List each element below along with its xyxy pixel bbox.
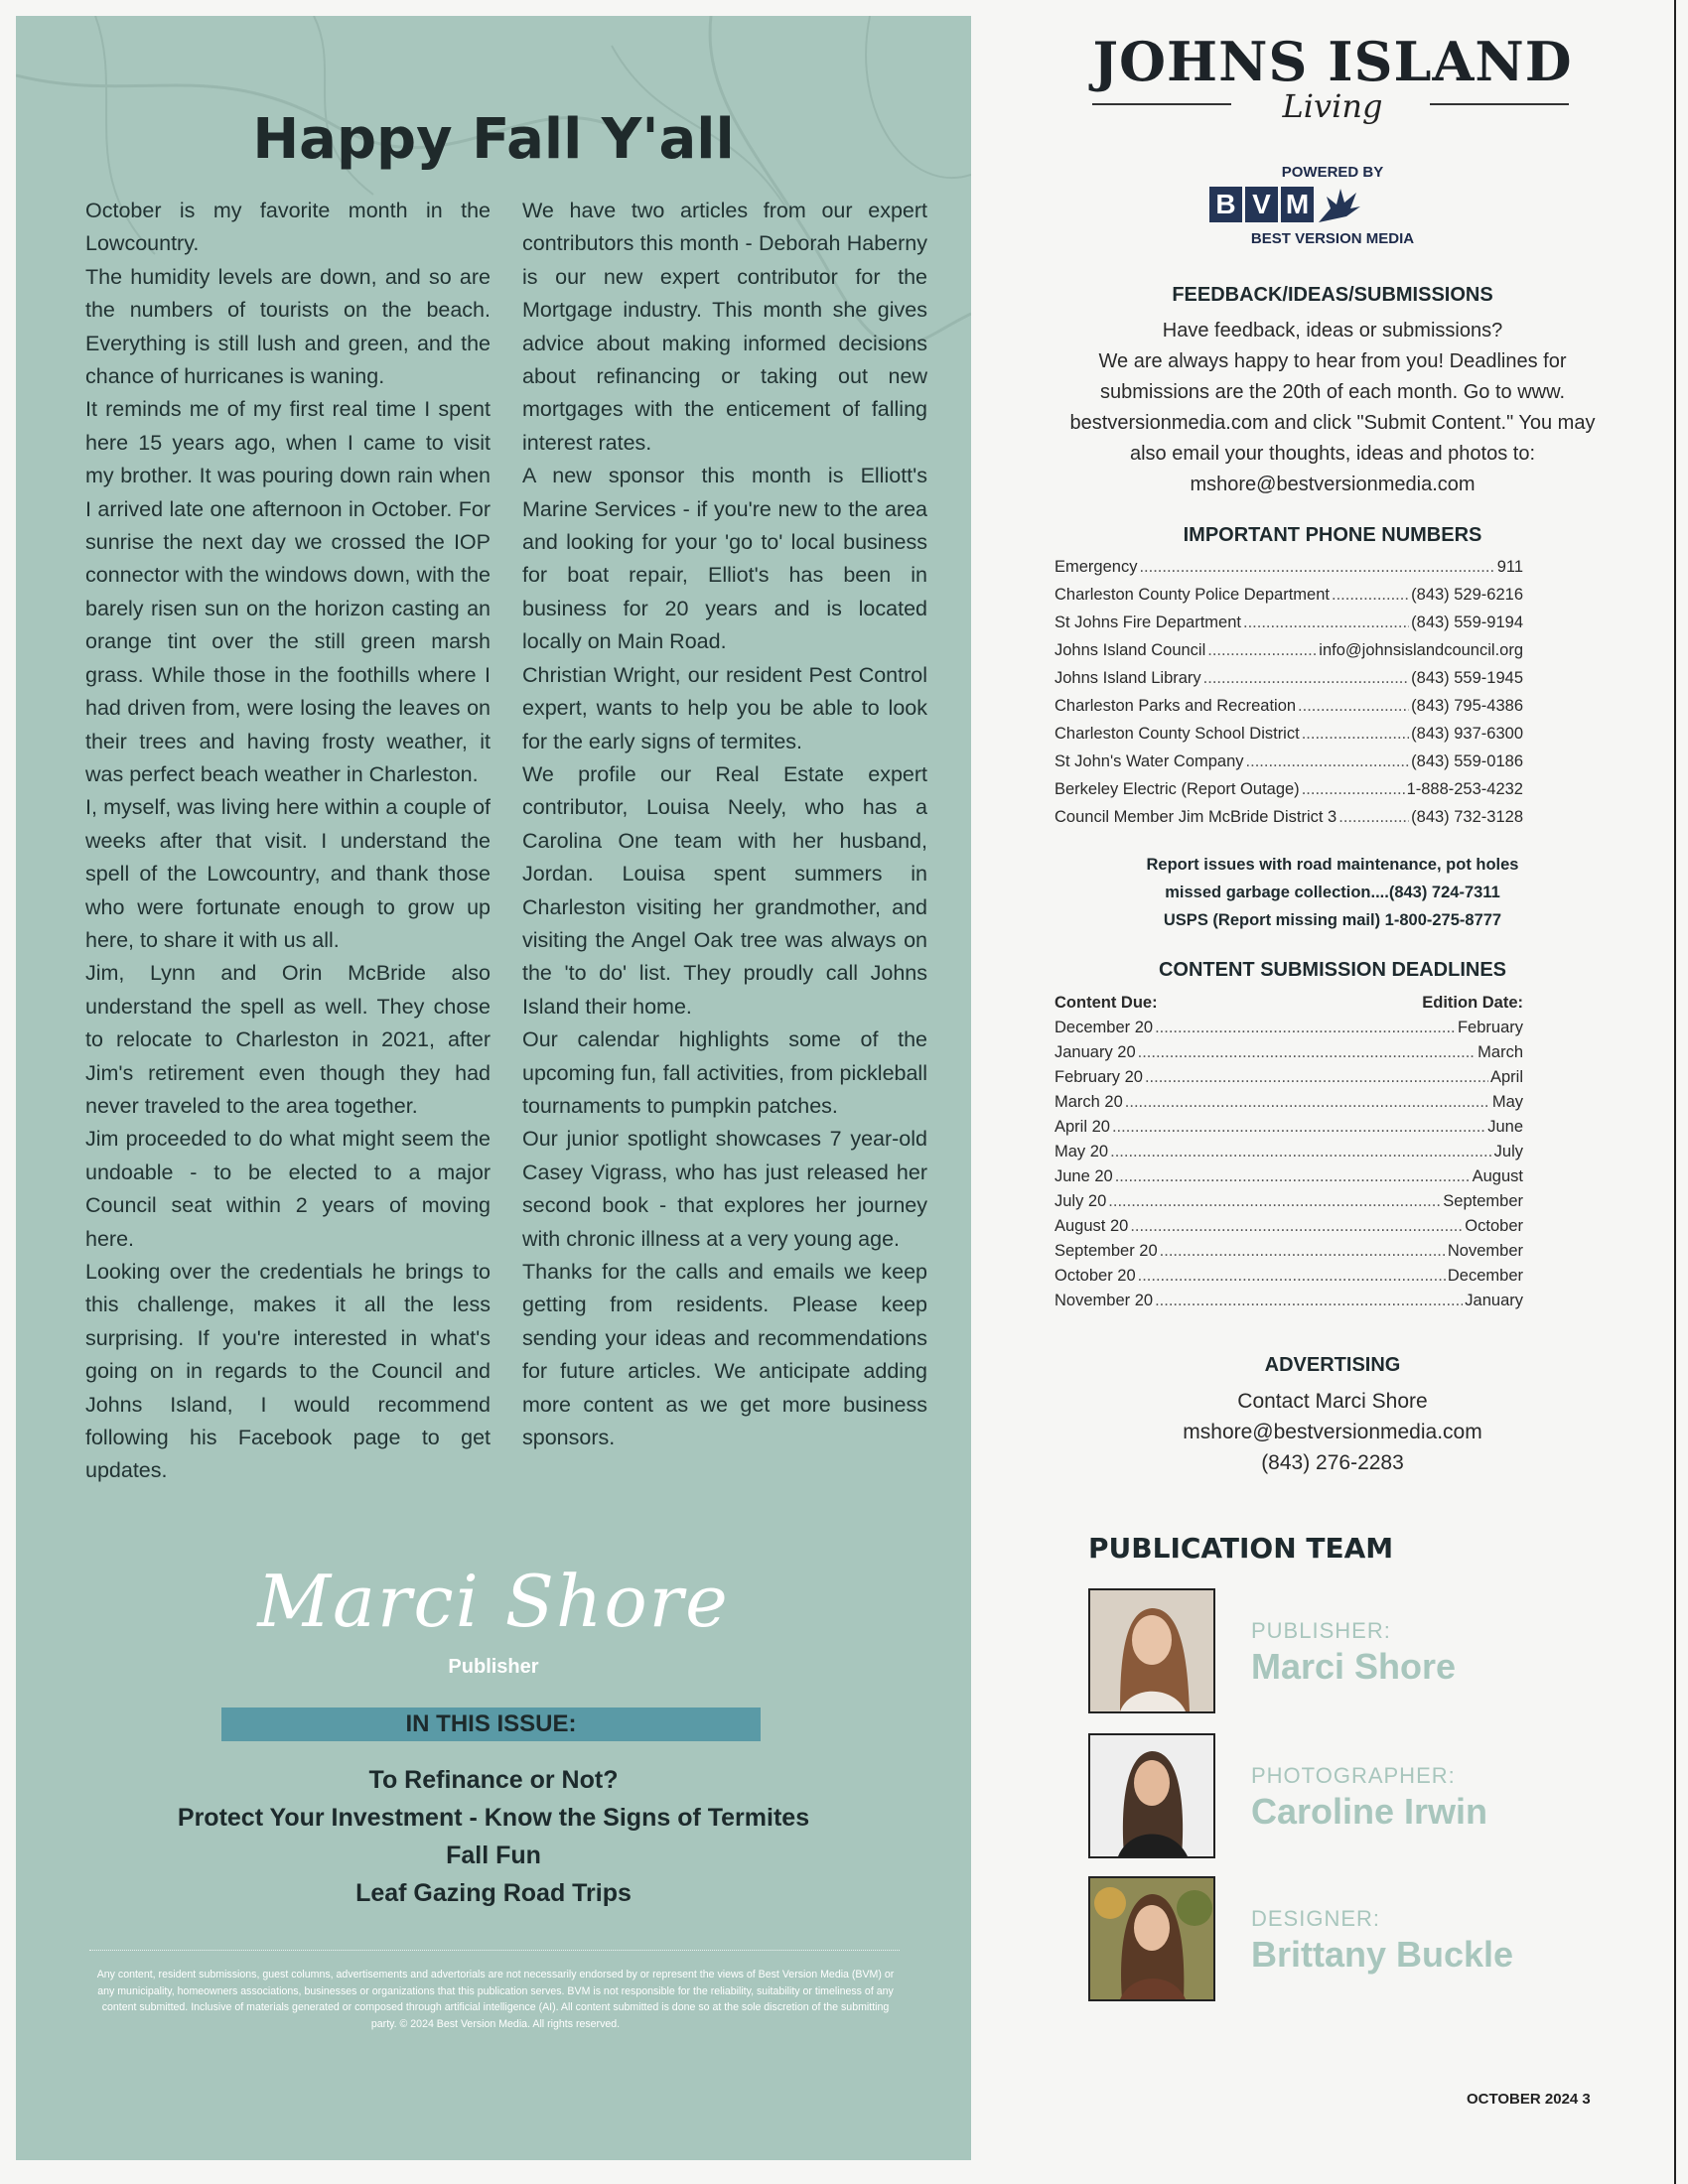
team-member: [1088, 1733, 1624, 1860]
deadline-row: [1055, 1016, 1523, 1040]
leaf-icon: [1317, 187, 1362, 224]
deadline-due: October 20: [1055, 1267, 1136, 1285]
deadline-row: [1055, 1140, 1523, 1164]
advertising-contact: [993, 1386, 1672, 1478]
paragraph: A new sponsor this month is Elliott's Marine Services - if you're new to the area and looking for your 'go to' local business for boat repair, Elliot's has been in business for 20 years and is located locally on Main Road.: [522, 464, 927, 654]
avatar: [1088, 1733, 1215, 1858]
deadline-edition: December: [1447, 1267, 1523, 1285]
signature-role: Publisher: [448, 1656, 539, 1678]
deadline-row: [1055, 1065, 1523, 1090]
phone-row: [1055, 664, 1523, 692]
deadline-row: [1055, 1115, 1523, 1140]
phone-label: Johns Island Council: [1055, 641, 1206, 659]
phone-value: (843) 559-0186: [1411, 752, 1523, 770]
edition-date-header: Edition Date:: [1422, 994, 1523, 1012]
team-role: PHOTOGRAPHER:: [1251, 1763, 1456, 1788]
disclaimer-divider: [89, 1950, 900, 1951]
feedback-line: We are always happy to hear from you! Deadlines for: [1098, 350, 1567, 372]
phone-numbers-heading: IMPORTANT PHONE NUMBERS: [1183, 524, 1482, 546]
deadline-edition: February: [1457, 1019, 1523, 1036]
phone-value: info@johnsislandcouncil.org: [1319, 641, 1523, 659]
paragraph: October is my favorite month in the Lowcountry.: [85, 199, 491, 256]
issue-item: To Refinance or Not?: [368, 1766, 619, 1794]
deadline-due: September 20: [1055, 1242, 1158, 1260]
deadline-edition: November: [1447, 1242, 1523, 1260]
feedback-line: Have feedback, ideas or submissions?: [1162, 320, 1503, 341]
feedback-heading: FEEDBACK/IDEAS/SUBMISSIONS: [1172, 284, 1493, 306]
deadlines-heading: CONTENT SUBMISSION DEADLINES: [1158, 959, 1507, 981]
deadline-due: June 20: [1055, 1167, 1113, 1185]
page-footer: OCTOBER 2024 3: [1467, 2091, 1591, 2108]
deadline-edition: October: [1465, 1217, 1523, 1235]
deadline-row: [1055, 1239, 1523, 1264]
deadline-due: April 20: [1055, 1118, 1110, 1136]
team-name: Brittany Buckle: [1251, 1934, 1514, 1975]
bvm-logo: [1209, 187, 1362, 224]
paragraph: Jim, Lynn and Orin McBride also understand the spell as well. They chose to relocate to Charleston in 2021, after Jim's retirement even though they had never traveled to the area together.: [85, 961, 491, 1118]
phone-label: Charleston County School District: [1055, 725, 1300, 743]
feedback-text: [993, 316, 1672, 500]
issue-item: Fall Fun: [446, 1842, 541, 1869]
phone-value: 911: [1496, 558, 1523, 576]
publication-team-title: PUBLICATION TEAM: [1088, 1532, 1394, 1565]
deadline-due: August 20: [1055, 1217, 1129, 1235]
phone-numbers-list: [1055, 553, 1523, 831]
paragraph: Looking over the credentials he brings to this challenge, makes it all the less surprising. If you're interested in what's going on in regards to the Council and Johns Island, I would recommend following his Facebook page to get updates.: [85, 1260, 491, 1483]
publisher-signature: Marci Shore: [257, 1560, 730, 1643]
letter-column-left: [85, 195, 491, 1488]
bvm-letter: B: [1209, 187, 1242, 222]
deadline-row: [1055, 1189, 1523, 1214]
letter-column-right: [522, 195, 927, 1454]
deadline-edition: March: [1477, 1043, 1523, 1061]
phone-label: Charleston County Police Department: [1055, 586, 1330, 604]
phone-label: St Johns Fire Department: [1055, 614, 1241, 631]
in-this-issue-heading: IN THIS ISSUE:: [221, 1707, 761, 1741]
phone-label: Johns Island Library: [1055, 669, 1201, 687]
paragraph: We have two articles from our expert contributors this month - Deborah Haberny is our new expert contributor for the Mortgage industry. This month she gives advice about making informed decisions about refinancing or taking out new mortgages with the enticement of falling interest rates.: [522, 199, 927, 455]
phone-row: [1055, 636, 1523, 664]
phone-row: [1055, 720, 1523, 748]
phone-value: 1-888-253-4232: [1406, 780, 1523, 798]
deadline-due: November 20: [1055, 1292, 1154, 1309]
editor-letter-panel: [16, 16, 971, 2160]
deadline-edition: January: [1465, 1292, 1523, 1309]
deadline-row: [1055, 1090, 1523, 1115]
deadline-row: [1055, 1289, 1523, 1313]
deadline-row: [1055, 1214, 1523, 1239]
team-role: PUBLISHER:: [1251, 1618, 1391, 1643]
paragraph: Christian Wright, our resident Pest Control expert, wants to help you be able to look for the early signs of termites.: [522, 662, 927, 753]
team-member: [1088, 1588, 1624, 1715]
report-issues-block: [993, 851, 1672, 934]
avatar: [1088, 1876, 1215, 2001]
deadline-due: May 20: [1055, 1143, 1109, 1160]
deadline-due: January 20: [1055, 1043, 1136, 1061]
feedback-line: submissions are the 20th of each month. Go to www.: [1099, 381, 1566, 403]
paragraph: I, myself, was living here within a couple of weeks after that visit. I understand the spell of the Lowcountry, and thank those who were fortunate enough to grow up here, to share it with us all.: [85, 795, 491, 952]
feedback-line: bestversionmedia.com and click "Submit Content." You may: [1069, 412, 1596, 434]
phone-row: [1055, 692, 1523, 720]
paragraph: Our junior spotlight showcases 7 year-old Casey Vigrass, who has just released her second book - that explores her journey with chronic illness at a very young age.: [522, 1127, 927, 1251]
phone-row: [1055, 803, 1523, 831]
phone-label: Charleston Parks and Recreation: [1055, 697, 1297, 715]
advertising-line: Contact Marci Shore: [1237, 1390, 1428, 1413]
powered-by-label: POWERED BY: [1281, 164, 1384, 181]
paragraph: It reminds me of my first real time I spent here 15 years ago, when I came to visit my brother. It was pouring down rain when I arrived late one afternoon in October. For sunrise the next day we crossed the IOP connector with the windows down, with the barely risen sun on the horizon casting an orange tint over the still green marsh grass. While those in the foothills where I had driven from, were losing the leaves on their trees and having frosty weather, it was perfect beach weather in Charleston.: [85, 397, 491, 786]
deadline-row: [1055, 1164, 1523, 1189]
phone-row: [1055, 609, 1523, 636]
deadlines-table: [1055, 991, 1523, 1313]
team-role: DESIGNER:: [1251, 1906, 1381, 1931]
masthead-column: [993, 0, 1672, 2184]
deadline-due: February 20: [1055, 1068, 1143, 1086]
disclaimer-text: Any content, resident submissions, guest columns, advertisements and advertorials are not necessarily endorsed by or represent the views of Best Version Media (BVM) or any municipality, homeowners associations, businesses or organizations that this publication serves. BVM is not responsible for the reliability, suitability or timeliness of any content submitted. Inclusive of materials generated or composed through artificial intelligence (AI). All content submitted is done so at the sole discretion of the submitting party. © 2024 Best Version Media. All rights reserved.: [96, 1969, 895, 2030]
phone-value: (843) 529-6216: [1411, 586, 1523, 604]
bvm-full-name: BEST VERSION MEDIA: [1250, 230, 1415, 247]
team-name: Caroline Irwin: [1251, 1791, 1488, 1832]
deadline-edition: September: [1443, 1192, 1523, 1210]
deadline-edition: June: [1487, 1118, 1523, 1136]
issue-item: Protect Your Investment - Know the Signs of Termites: [177, 1804, 810, 1832]
phone-row: [1055, 581, 1523, 609]
in-this-issue-list: [16, 1761, 971, 1912]
phone-row: [1055, 748, 1523, 775]
letter-headline: Happy Fall Y'all: [252, 107, 735, 172]
team-member: [1088, 1876, 1624, 2003]
feedback-line: also email your thoughts, ideas and photos to:: [1129, 443, 1536, 465]
advertising-email: mshore@bestversionmedia.com: [1183, 1421, 1482, 1443]
bvm-letter: M: [1281, 187, 1314, 222]
report-line: missed garbage collection....(843) 724-7311: [1165, 884, 1500, 901]
avatar: [1088, 1588, 1215, 1713]
deadline-due: March 20: [1055, 1093, 1123, 1111]
magazine-logo-subtitle: Living: [1282, 87, 1383, 125]
phone-row: [1055, 775, 1523, 803]
report-line: USPS (Report missing mail) 1-800-275-8777: [1163, 911, 1502, 929]
deadline-edition: July: [1493, 1143, 1523, 1160]
phone-row: [1055, 553, 1523, 581]
advertising-heading: ADVERTISING: [1264, 1354, 1401, 1376]
phone-label: Berkeley Electric (Report Outage): [1055, 780, 1300, 798]
paragraph: Our calendar highlights some of the upcoming fun, fall activities, from pickleball tournaments to pumpkin patches.: [522, 1027, 927, 1118]
phone-value: (843) 559-9194: [1411, 614, 1523, 631]
advertising-phone: (843) 276-2283: [1261, 1451, 1404, 1474]
phone-label: St John's Water Company: [1055, 752, 1244, 770]
paragraph: Jim proceeded to do what might seem the undoable - to be elected to a major Council seat within 2 years of moving here.: [85, 1127, 491, 1251]
team-name: Marci Shore: [1251, 1646, 1457, 1687]
content-due-header: Content Due:: [1055, 994, 1158, 1012]
deadline-edition: August: [1472, 1167, 1523, 1185]
paragraph: We profile our Real Estate expert contributor, Louisa Neely, who has a Carolina One team with her husband, Jordan. Louisa spent summers in Charleston visiting her grandmother, and visiting the Angel Oak tree was always on the 'to do' list. They proudly call Johns Island their home.: [522, 761, 927, 1019]
page-edge: [1674, 0, 1676, 2184]
paragraph: The humidity levels are down, and so are the numbers of tourists on the beach. Everything is still lush and green, and the chance of hurricanes is waning.: [85, 264, 491, 389]
magazine-logo-title: JOHNS ISLAND: [1092, 30, 1573, 93]
phone-label: Emergency: [1055, 558, 1138, 576]
bvm-letter: V: [1245, 187, 1278, 222]
phone-value: (843) 795-4386: [1411, 697, 1523, 715]
phone-value: (843) 937-6300: [1411, 725, 1523, 743]
deadline-edition: April: [1489, 1068, 1523, 1086]
report-line: Report issues with road maintenance, pot holes: [1146, 856, 1519, 874]
deadline-due: December 20: [1055, 1019, 1154, 1036]
deadline-row: [1055, 1264, 1523, 1289]
phone-value: (843) 732-3128: [1411, 808, 1523, 826]
deadline-due: July 20: [1055, 1192, 1107, 1210]
phone-value: (843) 559-1945: [1411, 669, 1523, 687]
issue-item: Leaf Gazing Road Trips: [355, 1879, 632, 1907]
phone-label: Council Member Jim McBride District 3: [1055, 808, 1337, 826]
feedback-email: mshore@bestversionmedia.com: [1190, 474, 1476, 495]
paragraph: Thanks for the calls and emails we keep getting from residents. Please keep sending your ideas and recommendations for future articles. We anticipate adding more content as we get more business sponsors.: [522, 1260, 927, 1450]
deadline-edition: May: [1491, 1093, 1523, 1111]
deadlines-header-row: [1055, 991, 1523, 1016]
deadline-row: [1055, 1040, 1523, 1065]
